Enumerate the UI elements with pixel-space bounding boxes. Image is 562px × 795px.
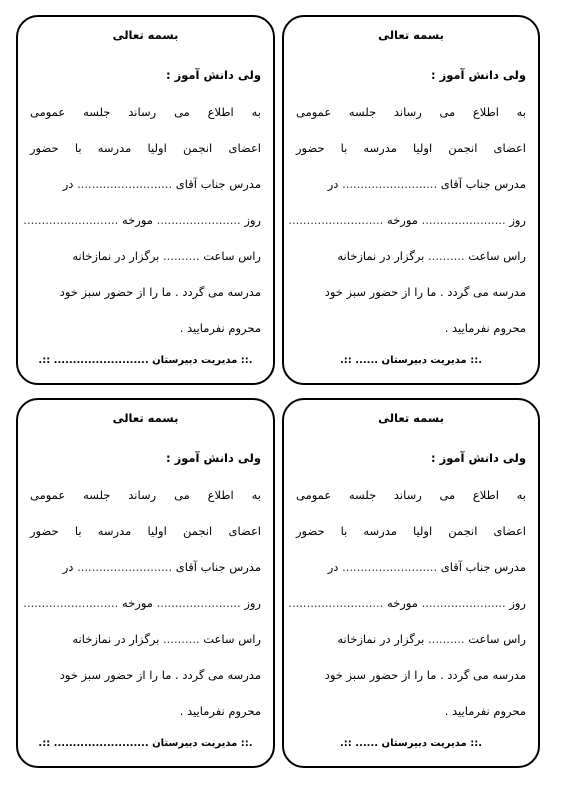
invitation-card-top-left <box>16 15 275 385</box>
invitation-card-bottom-right <box>282 398 540 768</box>
time-blank: .......... <box>428 249 465 263</box>
date-label: مورخه <box>122 596 153 610</box>
location-text: برگزار در نمازخانه <box>337 632 425 646</box>
greeting: ولی دانش آموز : <box>430 68 526 82</box>
teacher-label: مدرس جناب آقای <box>175 177 261 191</box>
body-line-6: مدرسه می گردد . ما را از حضور سبز خود <box>324 668 526 682</box>
time-label: راس ساعت <box>203 632 261 646</box>
signature: .:: مدیریت دبیرستان ...... ::. <box>340 738 482 749</box>
body-line-3 <box>296 177 526 191</box>
body-line-4 <box>288 213 526 227</box>
day-label: روز <box>244 213 261 227</box>
body-line-5 <box>296 632 526 646</box>
date-blank: .......................... <box>288 213 384 227</box>
time-blank: .......... <box>428 632 465 646</box>
body-line-1: به اطلاع می رساند جلسه عمومی <box>30 105 261 119</box>
body-line-7: محروم نفرمایید . <box>179 321 261 335</box>
in-word: در <box>62 177 74 191</box>
body-line-4 <box>23 213 261 227</box>
body-line-5 <box>296 249 526 263</box>
body-line-4 <box>23 596 261 610</box>
body-line-4 <box>288 596 526 610</box>
greeting: ولی دانش آموز : <box>165 68 261 82</box>
invitation-card-bottom-left <box>16 398 275 768</box>
day-blank: ....................... <box>421 213 506 227</box>
signature: .:: مدیریت دبیرستان ......................... ::. <box>38 738 253 749</box>
body-line-7: محروم نفرمایید . <box>444 321 526 335</box>
location-text: برگزار در نمازخانه <box>72 632 160 646</box>
teacher-label: مدرس جناب آقای <box>175 560 261 574</box>
body-line-1: به اطلاع می رساند جلسه عمومی <box>296 488 526 502</box>
body-line-2: اعضای انجمن اولیا مدرسه با حضور <box>296 524 526 538</box>
body-line-2: اعضای انجمن اولیا مدرسه با حضور <box>30 524 261 538</box>
body-line-3 <box>30 560 261 574</box>
location-text: برگزار در نمازخانه <box>72 249 160 263</box>
teacher-label: مدرس جناب آقای <box>440 177 526 191</box>
body-line-7: محروم نفرمایید . <box>444 704 526 718</box>
day-label: روز <box>244 596 261 610</box>
date-label: مورخه <box>387 213 418 227</box>
date-blank: .......................... <box>23 213 119 227</box>
body-line-1: به اطلاع می رساند جلسه عمومی <box>296 105 526 119</box>
card-header: بسمه تعالی <box>112 28 179 42</box>
date-blank: .......................... <box>23 596 119 610</box>
day-label: روز <box>509 213 526 227</box>
body-line-1: به اطلاع می رساند جلسه عمومی <box>30 488 261 502</box>
body-line-5 <box>30 249 261 263</box>
date-label: مورخه <box>387 596 418 610</box>
date-blank: .......................... <box>288 596 384 610</box>
day-blank: ....................... <box>156 596 241 610</box>
body-line-6: مدرسه می گردد . ما را از حضور سبز خود <box>324 285 526 299</box>
location-text: برگزار در نمازخانه <box>337 249 425 263</box>
time-blank: .......... <box>163 249 200 263</box>
day-label: روز <box>509 596 526 610</box>
card-header: بسمه تعالی <box>378 411 444 425</box>
body-line-7: محروم نفرمایید . <box>179 704 261 718</box>
teacher-label: مدرس جناب آقای <box>440 560 526 574</box>
body-line-3 <box>296 560 526 574</box>
signature: .:: مدیریت دبیرستان ...... ::. <box>340 355 482 366</box>
time-label: راس ساعت <box>468 249 526 263</box>
teacher-name-blank: .......................... <box>342 560 438 574</box>
card-header: بسمه تعالی <box>112 411 179 425</box>
greeting: ولی دانش آموز : <box>430 451 526 465</box>
body-line-2: اعضای انجمن اولیا مدرسه با حضور <box>30 141 261 155</box>
body-line-2: اعضای انجمن اولیا مدرسه با حضور <box>296 141 526 155</box>
body-line-5 <box>30 632 261 646</box>
in-word: در <box>327 177 339 191</box>
greeting: ولی دانش آموز : <box>165 451 261 465</box>
time-label: راس ساعت <box>203 249 261 263</box>
day-blank: ....................... <box>156 213 241 227</box>
in-word: در <box>327 560 339 574</box>
in-word: در <box>62 560 74 574</box>
date-label: مورخه <box>122 213 153 227</box>
teacher-name-blank: .......................... <box>77 177 173 191</box>
teacher-name-blank: .......................... <box>77 560 173 574</box>
card-header: بسمه تعالی <box>378 28 444 42</box>
time-blank: .......... <box>163 632 200 646</box>
day-blank: ....................... <box>421 596 506 610</box>
body-line-6: مدرسه می گردد . ما را از حضور سبز خود <box>59 668 261 682</box>
body-line-3 <box>30 177 261 191</box>
invitation-card-top-right <box>282 15 540 385</box>
body-line-6: مدرسه می گردد . ما را از حضور سبز خود <box>59 285 261 299</box>
teacher-name-blank: .......................... <box>342 177 438 191</box>
signature: .:: مدیریت دبیرستان ......................... ::. <box>38 355 253 366</box>
time-label: راس ساعت <box>468 632 526 646</box>
